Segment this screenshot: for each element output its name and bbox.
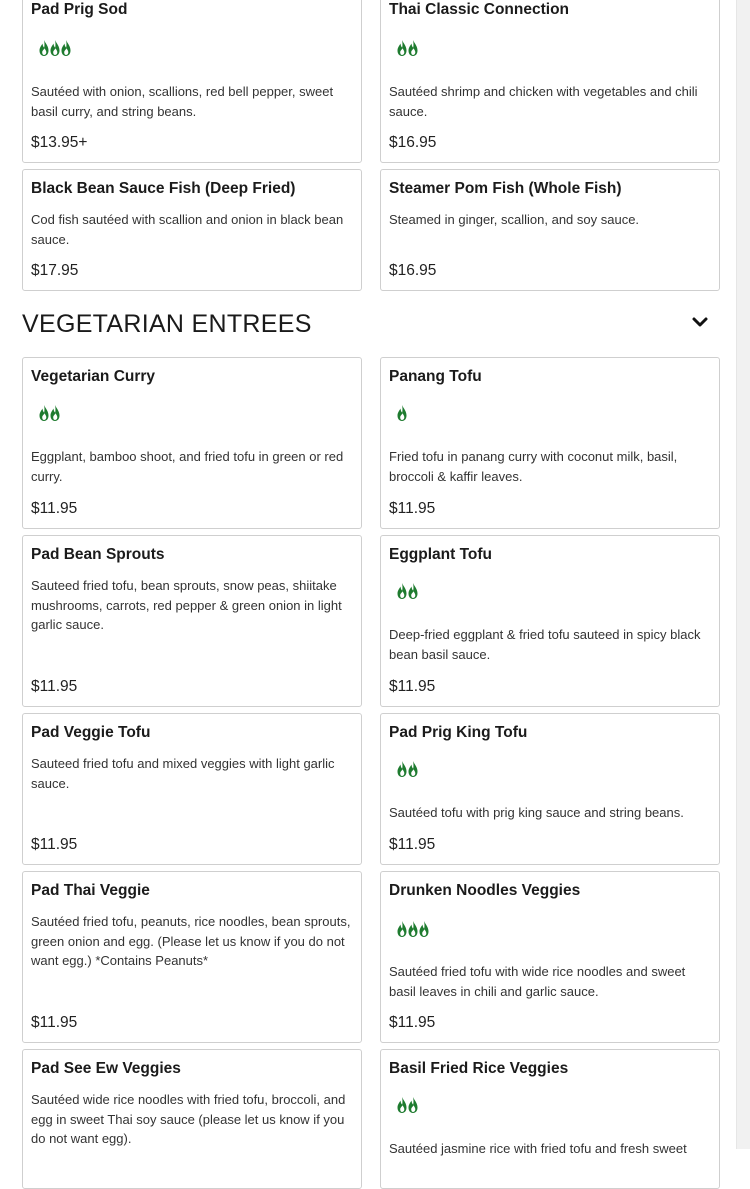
menu-item-card[interactable]	[22, 535, 362, 707]
menu-item-description: Eggplant, bamboo shoot, and fried tofu in green or red curry.	[31, 449, 344, 484]
menu-item-card[interactable]	[380, 169, 720, 291]
menu-item-description: Sautéed wide rice noodles with fried tofu, broccoli, and egg in sweet Thai soy sauce (please let us know if you do not want egg).	[31, 1092, 346, 1146]
flame-icon	[408, 1096, 418, 1114]
menu-item-price: $11.95	[31, 1014, 78, 1031]
menu-item-name: Pad See Ew Veggies	[31, 1060, 181, 1077]
spice-level	[39, 404, 60, 422]
menu-item-price: $11.95	[389, 1014, 436, 1031]
menu-item-card[interactable]	[22, 357, 362, 529]
flame-icon	[408, 39, 418, 57]
menu-item-card[interactable]	[380, 0, 720, 163]
flame-icon	[408, 920, 418, 938]
menu-item-description: Sautéed jasmine rice with fried tofu and fresh sweet	[389, 1141, 687, 1156]
flame-icon	[397, 920, 407, 938]
menu-item-card[interactable]	[22, 0, 362, 163]
menu-item-description: Sautéed fried tofu with wide rice noodles and sweet basil leaves in chili and garlic sauce.	[389, 964, 686, 999]
menu-item-description: Cod fish sautéed with scallion and onion in black bean sauce.	[31, 212, 344, 247]
menu-item-description: Sautéed fried tofu, peanuts, rice noodles, bean sprouts, green onion and egg. (Please let us know if you do not want egg.) *Contains Peanuts*	[31, 914, 351, 968]
menu-item-name: Eggplant Tofu	[389, 546, 493, 563]
menu-item-price: $17.95	[31, 262, 79, 279]
menu-item-name: Pad Prig King Tofu	[389, 724, 528, 741]
menu-item-card[interactable]	[22, 169, 362, 291]
flame-icon	[419, 920, 429, 938]
menu-item-price: $11.95	[31, 500, 78, 517]
menu-item-price: $11.95	[389, 678, 436, 695]
flame-icon	[50, 404, 60, 422]
flame-icon	[397, 404, 407, 422]
menu-item-price: $13.95+	[31, 134, 88, 151]
spice-level	[397, 39, 418, 57]
spice-level	[397, 1096, 418, 1114]
menu-item-price: $11.95	[31, 836, 78, 853]
menu-item-description: Sautéed shrimp and chicken with vegetables and chili sauce.	[389, 84, 698, 119]
menu-item-price: $16.95	[389, 134, 437, 151]
menu-item-price: $11.95	[31, 678, 78, 695]
menu-item-name: Pad Veggie Tofu	[31, 724, 151, 741]
spice-level	[397, 920, 429, 938]
menu-item-description: Fried tofu in panang curry with coconut milk, basil, broccoli & kaffir leaves.	[389, 449, 678, 484]
menu-item-name: Thai Classic Connection	[389, 1, 570, 18]
menu-item-description: Sautéed with onion, scallions, red bell pepper, sweet basil curry, and string beans.	[31, 84, 334, 119]
menu-item-card[interactable]	[380, 535, 720, 707]
flame-icon	[397, 760, 407, 778]
menu-item-description: Sautéed tofu with prig king sauce and string beans.	[389, 805, 684, 820]
flame-icon	[408, 582, 418, 600]
menu-item-description: Steamed in ginger, scallion, and soy sauce.	[389, 212, 640, 227]
spice-level	[397, 404, 407, 422]
menu-item-card[interactable]	[22, 1049, 362, 1189]
menu-item-card[interactable]	[380, 1049, 720, 1189]
menu-item-name: Drunken Noodles Veggies	[389, 882, 581, 899]
flame-icon	[61, 39, 71, 57]
spice-level	[397, 582, 418, 600]
menu-item-description: Deep-fried eggplant & fried tofu sauteed in spicy black bean basil sauce.	[389, 627, 701, 662]
menu-item-card[interactable]	[22, 713, 362, 865]
flame-icon	[50, 39, 60, 57]
page-scrollbar[interactable]	[736, 0, 750, 1149]
menu-item-card[interactable]	[380, 357, 720, 529]
menu-item-name: Pad Thai Veggie	[31, 882, 150, 899]
section-title: VEGETARIAN ENTREES	[22, 310, 312, 338]
menu-item-price: $11.95	[389, 500, 436, 517]
menu-item-name: Pad Bean Sprouts	[31, 546, 165, 563]
chevron-down-icon[interactable]	[689, 314, 711, 332]
spice-level	[397, 760, 418, 778]
menu-item-name: Steamer Pom Fish (Whole Fish)	[389, 180, 622, 197]
flame-icon	[408, 760, 418, 778]
menu-item-name: Basil Fried Rice Veggies	[389, 1060, 569, 1077]
menu-item-name: Vegetarian Curry	[31, 368, 156, 385]
flame-icon	[397, 39, 407, 57]
menu-item-card[interactable]	[380, 871, 720, 1043]
menu-item-name: Panang Tofu	[389, 368, 482, 385]
menu-item-name: Black Bean Sauce Fish (Deep Fried)	[31, 180, 296, 197]
menu-item-card[interactable]	[380, 713, 720, 865]
flame-icon	[39, 39, 49, 57]
flame-icon	[39, 404, 49, 422]
flame-icon	[397, 582, 407, 600]
menu-item-name: Pad Prig Sod	[31, 1, 128, 18]
spice-level	[39, 39, 71, 57]
menu-item-description: Sauteed fried tofu, bean sprouts, snow peas, shiitake mushrooms, carrots, red pepper & green onion in light garlic sauce.	[31, 578, 342, 632]
menu-item-description: Sauteed fried tofu and mixed veggies with light garlic sauce.	[31, 756, 335, 791]
menu-item-price: $11.95	[389, 836, 436, 853]
menu-item-price: $16.95	[389, 262, 437, 279]
menu-item-card[interactable]	[22, 871, 362, 1043]
flame-icon	[397, 1096, 407, 1114]
